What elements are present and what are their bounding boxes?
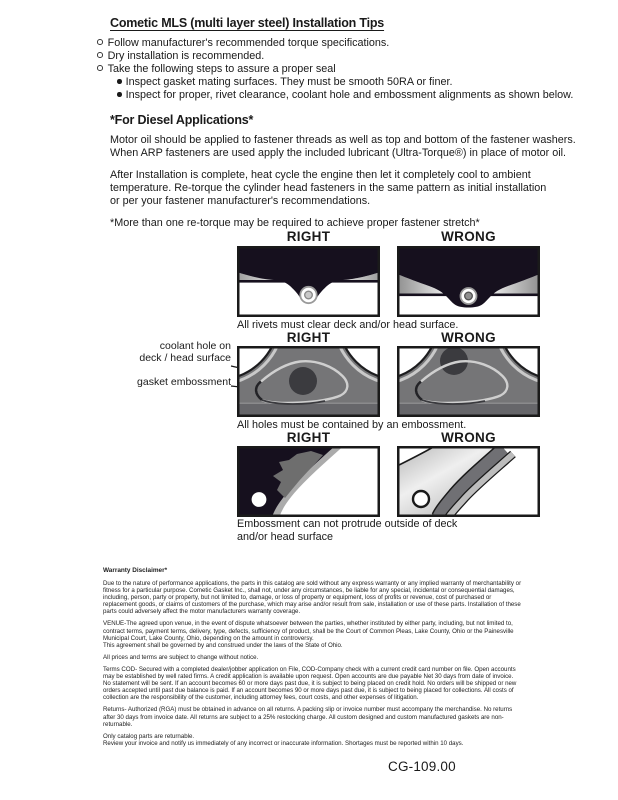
diagram-embossment-right [237,446,380,517]
installation-tips-section [97,16,574,102]
hole-wrong-illustration [397,346,540,417]
embossment-wrong-illustration [397,446,540,517]
tip-sub-item [117,89,574,102]
tip-item [97,37,567,50]
open-bullet-marker [97,65,103,71]
tip-text: Dry installation is recommended. [107,50,265,62]
diesel-heading: *For Diesel Applications* [110,113,254,127]
page-title: Cometic MLS (multi layer steel) Installation Tips [110,16,385,30]
catalog-parts-paragraph: Only catalog parts are returnable. Review your invoice and notify us immediately of any incorrect or inaccurate information. Shortages must be reported within 10 days. [103,732,464,747]
tip-text: Inspect for proper, rivet clearance, coolant hole and embossment alignments as shown below. [125,89,574,101]
returns-paragraph: Returns- Authorized (RGA) must be obtained in advance on all returns. A packing slip or invoice number must accompany the merchandise. No returns after 30 days from invoice date. All returns are subject to a 25% restocking charge. All custom designed and custom manufactured gaskets are non-returnable. [103,706,513,728]
annotation-coolant-hole-line1: coolant hole on [159,340,231,352]
rivet-caption: All rivets must clear deck and/or head surface. [237,319,459,331]
annotation-coolant-hole-line2: deck / head surface [139,351,231,364]
right-label: RIGHT [286,430,331,445]
filled-bullet-marker [117,79,122,84]
diesel-paragraph: Motor oil should be applied to fastener threads as well as top and bottom of the fastener washers. When ARP fasteners are used apply the included lubricant (Ultra-Torque®) in place of motor oil. [110,134,576,159]
diesel-applications-section [110,113,576,239]
diagram-hole-wrong [397,346,540,417]
tip-item [97,63,567,76]
open-bullet-marker [97,39,103,45]
right-label: RIGHT [286,229,331,244]
filled-bullet-marker [117,92,122,97]
diagram-rivet-wrong [397,246,540,317]
diagram-embossment-wrong [397,446,540,517]
prices-paragraph: All prices and terms are subject to change without notice. [103,653,259,661]
wrong-label: WRONG [441,330,496,345]
tip-sub-item [117,76,567,89]
wrong-label: WRONG [441,229,496,244]
terms-paragraph: Terms COD- Secured with a completed dealer/jobber application on File, COD-Company check with a current credit card number on file. Open accounts may be established by well rated firms. A credit application is available upon request. Open accounts are due payable Net 30 days from date of invoice. No statement will be sent. If an account becomes 60 or more days past due, it is subject to being placed on credit hold. No orders will be shipped or new orders accepted until past due balance is paid. If an account becomes 90 or more days past due, it is subject to being placed for collections. All costs of collection are the responsibility of the customer, including attorney fees, court costs, and other expenses of litigation. [103,665,517,702]
tip-text: Inspect gasket mating surfaces. They must be smooth 50RA or finer. [125,76,453,88]
venue-paragraph: VENUE-The agreed upon venue, in the event of dispute whatsoever between the parties, whether instituted by either party, including, but not limited to, contract terms, payment terms, delivery, type, defects, sufficiency of product, shall be the Court of Common Pleas, Lake County, Ohio or the Painesville Municipal Court, Lake County, Ohio, depending on the amount in controversy. This agreement shall be governed by and construed under the laws of the State of Ohio. [103,620,514,649]
warranty-heading: Warranty Disclaimer* [103,567,168,574]
diagram-hole-right [237,346,380,417]
open-bullet-marker [97,52,103,58]
right-label: RIGHT [286,330,331,345]
diesel-note: *More than one re-torque may be required to achieve proper fastener stretch* [110,217,480,229]
annotation-gasket-embossment: gasket embossment [137,376,231,388]
tip-text: Follow manufacturer's recommended torque specifications. [107,37,390,49]
warranty-disclaimer-section [103,567,522,752]
wrong-label: WRONG [441,430,496,445]
diagram-rivet-right [237,246,380,317]
warranty-paragraph: Due to the nature of performance applications, the parts in this catalog are sold without any express warranty or any implied warranty of merchantability or fitness for a particular purpose. Cometic Gasket Inc., shall not, under any circumstances, be liable for any special, incidental or consequential damages, including, person, party or property, but not limited to, damage, or loss of property or equipment, loss of profits or revenue, cost of purchased or replacement goods, or claims of customers of the purchase, which may arise and/or result from sale, installation or use of these parts. Installation of these parts could adversely affect the motor manufacturers warranty coverage. [103,580,522,616]
rivet-wrong-illustration [397,246,540,317]
rivet-right-illustration [237,246,380,317]
diesel-paragraph: After Installation is complete, heat cycle the engine then let it completely cool to ambient temperature. Re-torque the cylinder head fasteners in the same pattern as initial installation or per your fastener manufacturer's recommendations. [110,169,547,207]
tip-text: Take the following steps to assure a proper seal [107,63,336,75]
page-number: CG-109.00 [388,759,456,774]
tip-item [97,50,567,63]
embossment-right-illustration [237,446,380,517]
hole-right-illustration [237,346,380,417]
embossment-caption: Embossment can not protrude outside of deck and/or head surface [237,518,458,543]
hole-caption: All holes must be contained by an embossment. [237,419,467,431]
